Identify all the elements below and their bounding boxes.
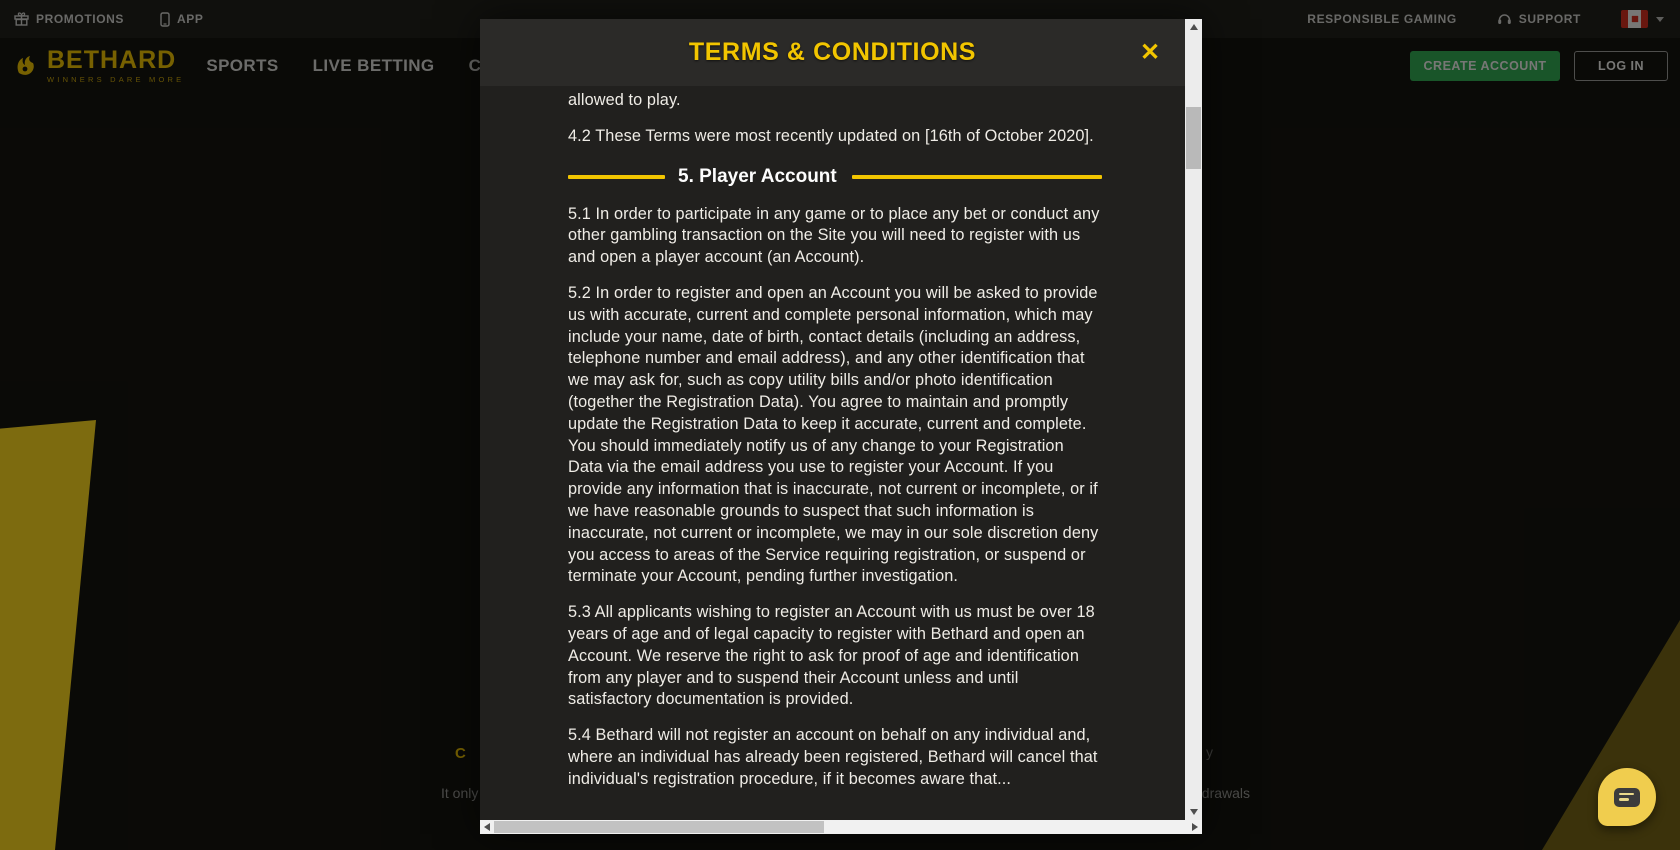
terms-clause-5-1: 5.1 In order to participate in any game or to place any bet or conduct any other gambling transaction on the Site you will need to register with us and open a player account (an Account). xyxy=(568,204,1100,267)
terms-modal xyxy=(480,19,1202,834)
divider-left xyxy=(568,175,665,179)
scroll-right-button[interactable] xyxy=(1188,820,1202,834)
vertical-scrollbar-thumb[interactable] xyxy=(1186,107,1201,169)
chat-icon xyxy=(1614,788,1640,807)
triangle-right-icon xyxy=(1192,823,1198,831)
modal-header xyxy=(480,19,1185,86)
close-icon[interactable]: ✕ xyxy=(1136,39,1164,67)
divider-right xyxy=(852,175,1102,179)
vertical-scrollbar[interactable] xyxy=(1185,19,1202,820)
scroll-left-button[interactable] xyxy=(480,820,494,834)
scroll-down-button[interactable] xyxy=(1185,804,1202,820)
terms-clause-5-2: 5.2 In order to register and open an Account you will be asked to provide us with accurate, current and complete personal information, which may include your name, date of birth, contact details (including an address, telephone number and email address), and any other identification that we may ask for, such as copy utility bills and/or photo identification (together the Registration Data). You agree to maintain and promptly update the Registration Data to keep it accurate, current and complete. You should immediately notify us of any change to your Registration Data via the email address you use to register your Account. If you provide any information that is inaccurate, not current or incomplete, or if we have reasonable grounds to suspect that such information is inaccurate, not current or incomplete, we may in our sole discretion deny you access to areas of the Service requiring registration, or suspend or terminate your Account, pending further investigation. xyxy=(568,283,1099,586)
terms-clause-5-4: 5.4 Bethard will not register an account on behalf on any individual and, where an individual has already been registered, Bethard will cancel that individual's registration procedure, if it becomes aware that... xyxy=(568,726,1098,788)
terms-intro-line: allowed to play. xyxy=(568,91,681,109)
triangle-left-icon xyxy=(484,823,490,831)
section-title: 5. Player Account xyxy=(678,165,837,187)
triangle-up-icon xyxy=(1190,24,1198,30)
section-header xyxy=(568,166,1102,188)
horizontal-scrollbar[interactable] xyxy=(480,820,1202,834)
terms-clause-5-3: 5.3 All applicants wishing to register an Account with us must be over 18 years of age and of legal capacity to register with Bethard and open an Account. We reserve the right to ask for proof of age and identification from any player and to suspend their Account unless and until satisfactory documentation is provided. xyxy=(568,603,1095,709)
terms-clause-4-2: 4.2 These Terms were most recently updated on [16th of October 2020]. xyxy=(568,126,1094,145)
modal-title: TERMS & CONDITIONS xyxy=(688,38,977,66)
scroll-up-button[interactable] xyxy=(1185,19,1202,35)
triangle-down-icon xyxy=(1190,809,1198,815)
chat-launcher-button[interactable] xyxy=(1598,768,1656,826)
terms-text-area xyxy=(480,86,1185,820)
horizontal-scrollbar-thumb[interactable] xyxy=(494,821,824,833)
